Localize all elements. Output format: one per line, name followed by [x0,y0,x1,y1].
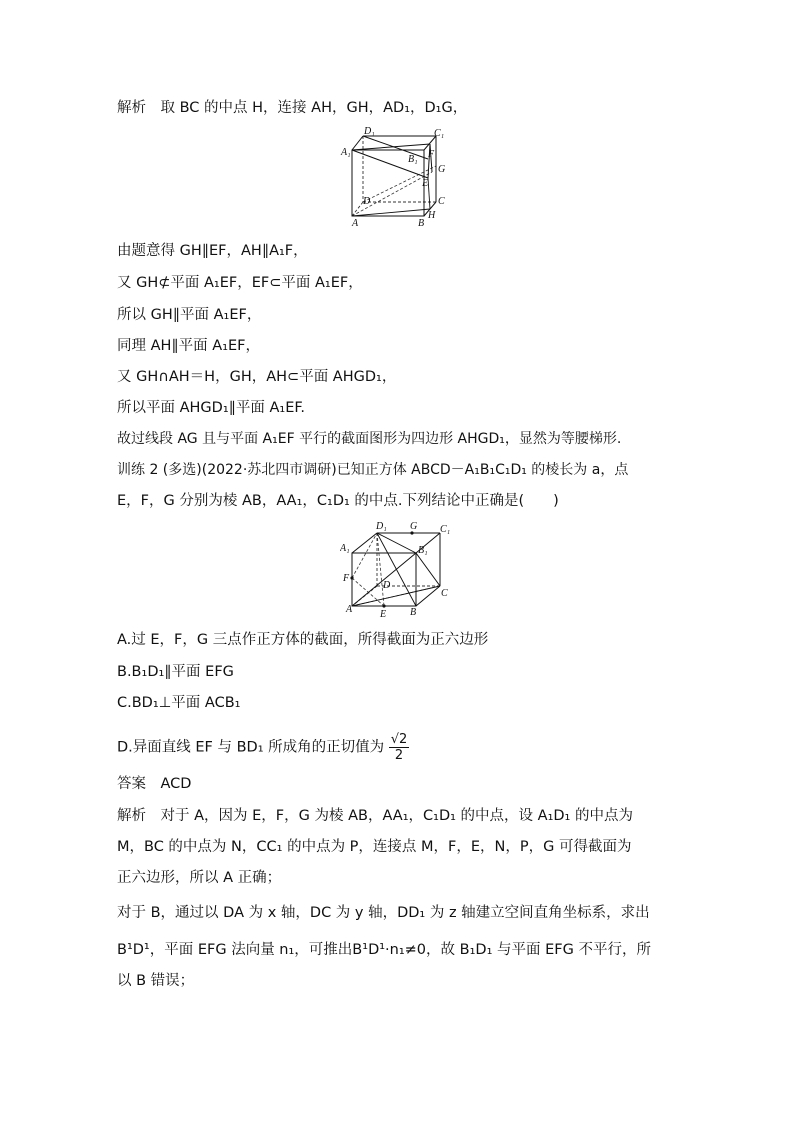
text-line-21: 以 B 错误； [117,973,195,989]
option-b: B.B₁D₁∥平面 EFG [117,664,234,680]
fig1-label-F: F [428,149,435,160]
fraction [389,732,410,763]
option-d [117,732,409,763]
cube-figure-2 [340,518,460,618]
text-line-5: 同理 AH∥平面 A₁EF， [117,338,261,354]
fig2-label-C: C [441,588,448,599]
text-line-8: 故过线段 AG 且与平面 A₁EF 平行的截面图形为四边形 AHGD₁，显然为等腰梯形. [117,431,622,447]
fig1-label-C: C [438,196,445,207]
text-line-18: 正六边形，所以 A 正确； [117,870,282,886]
fig1-label-H: H [428,210,436,221]
fig2-label-E: E [380,609,387,618]
fig2-label-B: B [410,607,417,618]
option-d-text: D.异面直线 EF 与 BD₁ 所成角的正切值为 [117,739,385,756]
text-line-19: 对于 B，通过以 DA 为 x 轴，DC 为 y 轴，DD₁ 为 z 轴建立空间直角坐标系，求出 [117,905,650,921]
cube-figure-1 [340,124,465,232]
fig1-label-B: B [418,218,425,229]
fig2-label-D: D [383,580,391,591]
text-line-3: 又 GH⊄平面 A₁EF，EF⊂平面 A₁EF， [117,275,363,291]
fraction-numerator: √2 [390,732,408,747]
fig2-label-F: F [343,573,350,584]
fig2-label-G: G [410,521,418,532]
fig1-label-A: A [352,218,359,229]
fig2-label-B1: B₁ [418,545,428,556]
option-a: A.过 E，F，G 三点作正方体的截面，所得截面为正六边形 [117,632,489,648]
option-c: C.BD₁⊥平面 ACB₁ [117,695,241,711]
text-line-17: M，BC 的中点为 N，CC₁ 的中点为 P，连接点 M，F，E，N，P，G 可得截面为 [117,839,632,855]
fig1-label-C1: C₁ [434,128,445,139]
fig1-label-D: D [363,196,371,207]
fig2-label-C1: C₁ [440,524,451,535]
fig1-label-G: G [438,164,446,175]
text-line-1: 解析 取 BC 的中点 H，连接 AH，GH，AD₁，D₁G， [117,100,468,116]
text-line-9: 训练 2 (多选)(2022·苏北四市调研)已知正方体 ABCD－A₁B₁C₁D₁ 的棱长为 a，点 [117,462,629,478]
text-line-4: 所以 GH∥平面 A₁EF， [117,307,262,323]
text-line-10: E，F，G 分别为棱 AB，AA₁，C₁D₁ 的中点.下列结论中正确是( ) [117,493,559,509]
fig2-label-A: A [346,604,353,615]
text-line-16: 解析 对于 A，因为 E，F，G 为棱 AB，AA₁，C₁D₁ 的中点，设 A₁D₁ 的中点为 [117,808,633,824]
text-line-2: 由题意得 GH∥EF，AH∥A₁F， [117,243,308,259]
fig1-label-A1: A₁ [341,147,351,158]
fig2-label-D1: D₁ [376,521,387,532]
fraction-denominator: 2 [394,748,404,763]
answer-line: 答案 ACD [117,776,192,792]
fig2-label-A1: A₁ [340,543,350,554]
text-line-7: 所以平面 AHGD₁∥平面 A₁EF. [117,400,306,416]
fig1-label-B1: B₁ [408,154,418,165]
fig1-label-E: E [422,178,429,189]
text-line-6: 又 GH∩AH＝H，GH，AH⊂平面 AHGD₁， [117,369,397,385]
text-line-20: B¹D¹，平面 EFG 法向量 n₁，可推出B¹D¹·n₁≠0，故 B₁D₁ 与平面 EFG 不平行，所 [117,942,651,958]
fig1-label-D1: D₁ [364,126,375,137]
